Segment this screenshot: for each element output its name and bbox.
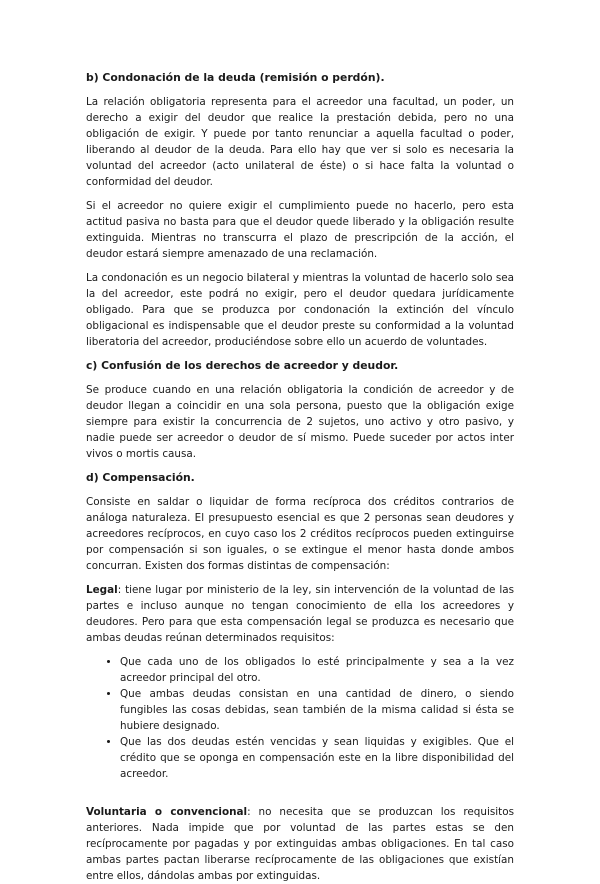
paragraph-condonacion-3: La condonación es un negocio bilateral y mientras la voluntad de hacerlo solo sea la del acreedor, este podrá no exigir, pero el deudor quedara jurídicamente obligado. Para que se produzca por condonación la extinción del vínculo obligacional es indispensable que el deudor preste su conformidad a la voluntad liberatoria del acreedor, produciéndose sobre ello un acuerdo de voluntades. xyxy=(86,272,514,348)
paragraph-legal xyxy=(86,582,514,646)
list-item: • Que cada uno de los obligados lo esté principalmente y sea a la vez acreedor principal del otro. xyxy=(120,654,514,686)
paragraph-voluntaria xyxy=(86,804,514,884)
heading-compensacion: d) Compensación. xyxy=(86,471,195,484)
requirements-list xyxy=(86,654,514,782)
voluntaria-text: : no necesita que se produzcan los requisitos anteriores. Nada impide que por voluntad de las partes estas se den recíprocamente por pagadas y por extinguidas ambas obligaciones. En tal caso ambas partes pactan liberarse recíprocamente de las obligaciones que existían entre ellos, dándolas ambas por extinguidas. xyxy=(86,806,514,882)
paragraph-confusion-1: Se produce cuando en una relación obligatoria la condición de acreedor y de deudor llegan a coincidir en una sola persona, puesto que la obligación exige siempre para existir la concurrencia de 2 sujetos, uno activo y otro pasivo, y nadie puede ser acreedor o deudor de sí mismo. Puede suceder por actos inter vivos o mortis causa. xyxy=(86,384,514,460)
list-item: • Que ambas deudas consistan en una cantidad de dinero, o siendo fungibles las cosas debidas, sean también de la misma calidad si ésta se hubiere designado. xyxy=(120,686,514,734)
legal-term: Legal xyxy=(86,584,118,596)
legal-text: : tiene lugar por ministerio de la ley, sin intervención de la voluntad de las partes e incluso aunque no tengan conocimiento de ella los acreedores y deudores. Pero para que esta compensación legal se produzca es necesario que ambas deudas reúnan determinados requisitos: xyxy=(86,584,514,644)
spacer xyxy=(86,790,514,804)
voluntaria-term: Voluntaria o convencional xyxy=(86,806,248,818)
paragraph-condonacion-1: La relación obligatoria representa para el acreedor una facultad, un poder, un derecho a exigir del deudor que realice la prestación debida, pero no una obligación de exigir. Y puede por tanto renunciar a aquella facultad o poder, liberando al deudor de la deuda. Para ello hay que ver si solo es necesaria la voluntad del acreedor (acto unilateral de éste) o si hace falta la voluntad o conformidad del deudor. xyxy=(86,96,514,188)
heading-condonacion: b) Condonación de la deuda (remisión o perdón). xyxy=(86,71,385,84)
paragraph-condonacion-2: Si el acreedor no quiere exigir el cumplimiento puede no hacerlo, pero esta actitud pasiva no basta para que el deudor quede liberado y la obligación resulte extinguida. Mientras no transcurra el plazo de prescripción de la acción, el deudor estará siempre amenazado de una reclamación. xyxy=(86,200,514,260)
list-item: • Que las dos deudas estén vencidas y sean liquidas y exigibles. Que el crédito que se oponga en compensación este en la libre disponibilidad del acreedor. xyxy=(120,734,514,782)
paragraph-compensacion-1: Consiste en saldar o liquidar de forma recíproca dos créditos contrarios de análoga naturaleza. El presupuesto esencial es que 2 personas sean deudores y acreedores recíprocos, en cuyo caso los 2 créditos recíprocos pueden extinguirse por compensación si son iguales, o se extingue el menor hasta donde ambos concurran. Existen dos formas distintas de compensación: xyxy=(86,496,514,572)
heading-confusion: c) Confusión de los derechos de acreedor y deudor. xyxy=(86,359,399,372)
